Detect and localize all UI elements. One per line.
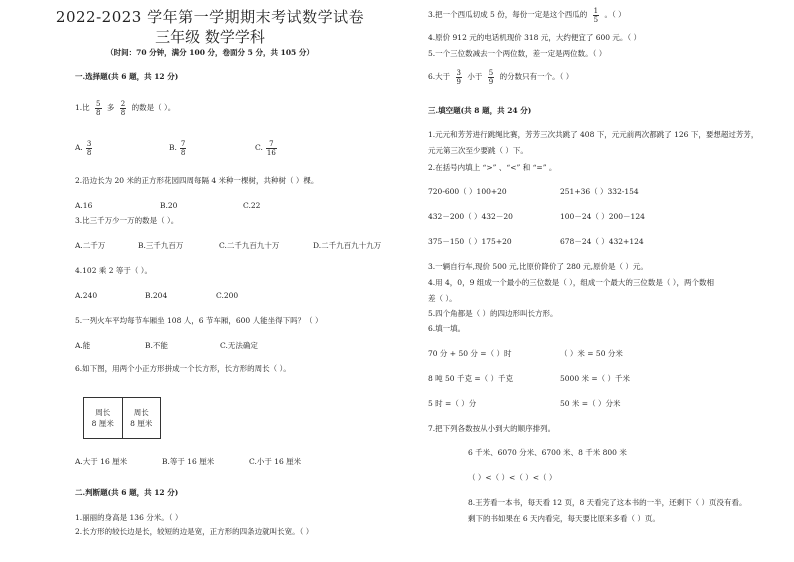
judge-q6: 6.大于 $\frac{3}{9}$ 小于 $\frac{5}{9}$ 的分数只有一个。（ ） <box>428 68 574 86</box>
choice-q5-option-b: B.不能 <box>145 341 168 350</box>
fill-q7: 7.把下列各数按从小到大的顺序排列。 <box>428 424 556 433</box>
unit-1-left: 70 分 + 50 分 =（ ）时 <box>428 349 512 358</box>
fraction: $\frac{5}{9}$ <box>488 68 494 86</box>
unit-3-left: 5 时 =（ ）分 <box>428 399 477 408</box>
choice-q3-option-c: C.二千九百九十万 <box>219 241 280 250</box>
exam-title: 2022-2023 学年第一学期期末考试数学试卷 <box>55 8 365 26</box>
section-fill-header: 三.填空题(共 8 题，共 24 分) <box>428 106 532 115</box>
judge-q4: 4.原价 912 元的电话机现价 318 元，大约便宜了 600 元。（ ） <box>428 33 642 42</box>
fill-q8-line1: 8.王芳看一本书，每天看 12 页，8 天看完了这本书的一半，还剩下（ ）页没有看。 <box>468 498 747 507</box>
choice-q2-option-a: A.16 <box>75 201 93 210</box>
compare-3-left: 375－150（ ）175+20 <box>428 237 512 246</box>
choice-q4-option-b: B.204 <box>145 291 168 300</box>
compare-1-right: 251+36（ ）332-154 <box>560 187 639 196</box>
fill-q7-list: 6 千米、6070 分米、6700 米、8 千米 800 米 <box>468 448 627 457</box>
fill-q8-line2: 剩下的书如果在 6 天内看完，每天要比原来多看（ ）页。 <box>468 514 660 523</box>
unit-2-right: 5000 米 =（ ）千米 <box>560 374 631 383</box>
fraction: $\frac{5}{8}$ <box>96 99 101 117</box>
compare-2-right: 100－24（ ）200－124 <box>560 212 645 221</box>
choice-q6-option-c: C.小于 16 厘米 <box>249 457 302 466</box>
square-left: 周长 8 厘米 <box>91 408 114 428</box>
judge-q2: 2.长方形的较长边是长，较短的边是宽，正方形的四条边就叫长宽。（ ） <box>75 527 314 536</box>
choice-q6-option-a: A.大于 16 厘米 <box>75 457 128 466</box>
choice-q5-option-a: A.能 <box>75 341 91 350</box>
choice-q1-option-c: C. $\frac{7}{16}$ <box>255 139 276 157</box>
choice-q6-option-b: B.等于 16 厘米 <box>162 457 215 466</box>
choice-q3-option-d: D.二千九百九十九万 <box>313 241 382 250</box>
fill-q3: 3.一辆自行车,现价 500 元,比原价降价了 280 元,原价是（ ）元。 <box>428 262 648 271</box>
section-choice-header: 一.选择题(共 6 题，共 12 分) <box>75 72 179 81</box>
choice-q1: 1.比 $\frac{5}{8}$ 多 $\frac{2}{8}$ 的数是（ ）。 <box>75 99 176 117</box>
choice-q6: 6.如下图，用两个小正方形拼成一个长方形，长方形的周长（ ）。 <box>75 364 291 373</box>
square-right: 周长 8 厘米 <box>122 398 161 438</box>
choice-q4-option-c: C.200 <box>216 291 239 300</box>
rectangle-diagram <box>83 397 161 439</box>
fill-q4-line1: 4.用 4，0，9 组成一个最小的三位数是（ ），组成一个最大的三位数是（ ），两个数相 <box>428 278 715 287</box>
judge-q5: 5.一个三位数减去一个两位数，差一定是两位数。（ ） <box>428 49 607 58</box>
fraction: $\frac{1}{5}$ <box>593 6 599 24</box>
fill-q1-line2: 元元第三次至少要跳（ ）下。 <box>428 146 528 155</box>
exam-subtitle: 三年级 数学学科 <box>155 28 265 46</box>
section-judge-header: 二.判断题(共 6 题，共 12 分) <box>75 488 179 497</box>
choice-q1-option-b: B. $\frac{7}{8}$ <box>169 139 186 157</box>
fill-q5: 5.四个角都是（ ）的四边形叫长方形。 <box>428 309 558 318</box>
exam-info: （时间：70 分钟，满分 100 分，卷面分 5 分，共 105 分） <box>106 48 314 57</box>
fraction: $\frac{3}{9}$ <box>456 68 462 86</box>
judge-q3: 3.把一个西瓜切成 5 份，每份一定是这个西瓜的 $\frac{1}{5}$ 。（ ） <box>428 6 626 24</box>
choice-q1-option-a: A. $\frac{3}{8}$ <box>75 139 92 157</box>
fill-q2: 2.在括号内填上 “>” 、“<” 和 “=” 。 <box>428 163 557 172</box>
choice-q2-option-b: B.20 <box>160 201 178 210</box>
fill-q4-line2: 差（ ）。 <box>428 294 457 303</box>
choice-q3-option-b: B.三千九百万 <box>138 241 184 250</box>
unit-1-right: （ ）米 = 50 分米 <box>560 349 623 358</box>
choice-q4-option-a: A.240 <box>75 291 98 300</box>
compare-1-left: 720-600（ ）100+20 <box>428 187 507 196</box>
choice-q2-option-c: C.22 <box>243 201 261 210</box>
choice-q4: 4.102 乘 2 等于（ ）。 <box>75 266 153 275</box>
choice-q3: 3.比三千万少一万的数是（ ）。 <box>75 216 179 225</box>
choice-q5-option-c: C.无法确定 <box>220 341 258 350</box>
unit-2-left: 8 吨 50 千克 =（ ）千克 <box>428 374 514 383</box>
choice-q3-option-a: A.二千万 <box>75 241 106 250</box>
choice-q2: 2.沿边长为 20 米的正方形花园四周每隔 4 米种一棵树，共种树（ ）棵。 <box>75 176 319 185</box>
fill-q7-order: （ ）<（ ）<（ ）<（ ） <box>468 473 557 482</box>
compare-2-left: 432－200（ ）432－20 <box>428 212 513 221</box>
fill-q6: 6.填一填。 <box>428 324 466 333</box>
compare-3-right: 678－24（ ）432+124 <box>560 237 644 246</box>
fraction: $\frac{2}{8}$ <box>120 99 126 117</box>
unit-3-right: 50 米 =（ ）分米 <box>560 399 621 408</box>
fill-q1-line1: 1.元元和芳芳进行跳绳比赛，芳芳三次共跳了 408 下，元元前两次都跳了 126 下，要想超过芳芳， <box>428 130 759 139</box>
choice-q5: 5.一列火车平均每节车厢坐 108 人，6 节车厢，600 人能坐得下吗？（ ） <box>75 316 323 325</box>
judge-q1: 1.丽丽的身高是 136 分米。（ ） <box>75 513 183 522</box>
